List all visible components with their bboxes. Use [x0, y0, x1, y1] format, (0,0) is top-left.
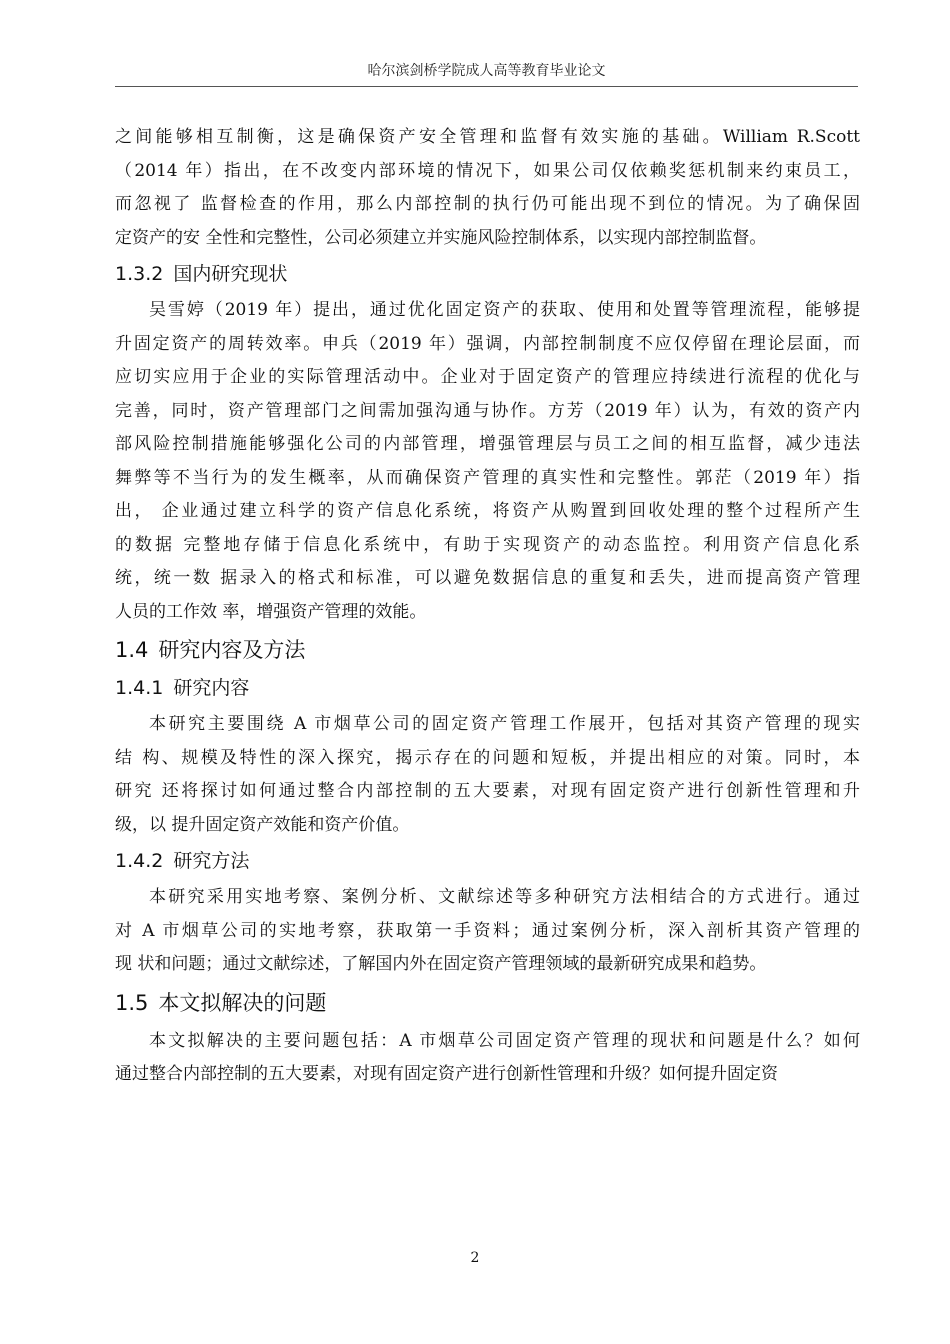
- paragraph-line: 之间能够相互制衡，这是确保资产安全管理和监督有效实施的基础。William R.Scott: [115, 127, 860, 147]
- paragraph-line: 应切实应用于企业的实际管理活动中。企业对于固定资产的管理应持续进行流程的优化与: [115, 367, 860, 387]
- paragraph-line: 本文拟解决的主要问题包括：A 市烟草公司固定资产管理的现状和问题是什么？如何: [149, 1030, 860, 1051]
- paragraph-line: 统，统一数 据录入的格式和标准，可以避免数据信息的重复和丢失，进而提高资产管理: [115, 568, 860, 588]
- heading-number: 1.4: [115, 638, 149, 662]
- heading-text: 研究内容及方法: [158, 638, 306, 662]
- subsection-heading: [115, 845, 860, 877]
- paragraph-line: 级，以 提升固定资产效能和资产价值。: [115, 814, 410, 835]
- paragraph-line: 现 状和问题；通过文献综述，了解国内外在固定资产管理领域的最新研究成果和趋势。: [115, 954, 767, 974]
- running-header: 哈尔滨剑桥学院成人高等教育毕业论文: [115, 60, 858, 87]
- heading-text: 研究内容: [173, 677, 250, 699]
- paragraph-line: 对 A 市烟草公司的实地考察，获取第一手资料；通过案例分析，深入剖析其资产管理的: [115, 920, 860, 941]
- page-number: 2: [470, 1250, 480, 1266]
- paragraph-line: 通过整合内部控制的五大要素，对现有固定资产进行创新性管理和升级？如何提升固定资: [115, 1064, 778, 1084]
- paragraph: [115, 881, 860, 982]
- paragraph-line: 本研究主要围绕 A 市烟草公司的固定资产管理工作展开，包括对其资产管理的现实: [149, 714, 860, 734]
- subsection-heading: [115, 258, 860, 290]
- heading-number: 1.4.1: [115, 677, 164, 699]
- paragraph-line: 完善，同时，资产管理部门之间需加强沟通与协作。方芳（2019 年）认为，有效的资产内: [115, 400, 860, 421]
- heading-text: 国内研究现状: [173, 263, 288, 285]
- heading-text: 研究方法: [173, 850, 250, 872]
- heading-number: 1.4.2: [115, 850, 164, 872]
- paragraph-line: 而忽视了 监督检查的作用，那么内部控制的执行仍可能出现不到位的情况。为了确保固: [115, 194, 860, 214]
- section-heading: [115, 633, 860, 667]
- paragraph-line: 的数据 完整地存储于信息化系统中，有助于实现资产的动态监控。利用资产信息化系: [115, 534, 860, 555]
- paragraph-line: （2014 年）指出，在不改变内部环境的情况下，如果公司仅依赖奖惩机制来约束员工，: [115, 160, 860, 181]
- paragraph-line: 本研究采用实地考察、案例分析、文献综述等多种研究方法相结合的方式进行。通过: [149, 887, 860, 907]
- subsection-heading: [115, 672, 860, 704]
- paragraph-line: 人员的工作效 率，增强资产管理的效能。: [115, 601, 427, 622]
- heading-text: 本文拟解决的问题: [158, 990, 327, 1015]
- heading-number: 1.5: [115, 990, 149, 1015]
- paragraph-line: 舞弊等不当行为的发生概率，从而确保资产管理的真实性和完整性。郭茫（2019 年）指: [115, 467, 860, 488]
- paragraph-line: 结 构、规模及特性的深入探究，揭示存在的问题和短板，并提出相应的对策。同时，本: [115, 747, 860, 768]
- paragraph: [115, 294, 860, 629]
- paragraph-line: 吴雪婷（2019 年）提出，通过优化固定资产的获取、使用和处置等管理流程，能够提: [149, 300, 860, 320]
- paragraph-line: 出， 企业通过建立科学的资产信息化系统，将资产从购置到回收处理的整个过程所产生: [115, 501, 860, 521]
- document-body: [115, 121, 860, 1092]
- paragraph: [115, 121, 860, 255]
- section-heading: [115, 986, 860, 1020]
- paragraph-line: 升固定资产的周转效率。申兵（2019 年）强调，内部控制制度不应仅停留在理论层面，而: [115, 333, 860, 354]
- paragraph-line: 研究 还将探讨如何通过整合内部控制的五大要素，对现有固定资产进行创新性管理和升: [115, 781, 860, 801]
- paragraph-line: 定资产的安 全性和完整性，公司必须建立并实施风险控制体系，以实现内部控制监督。: [115, 227, 767, 248]
- paragraph-line: 部风险控制措施能够强化公司的内部管理，增强管理层与员工之间的相互监督，减少违法: [115, 434, 860, 454]
- heading-number: 1.3.2: [115, 263, 164, 285]
- paragraph: [115, 1025, 860, 1092]
- paragraph: [115, 708, 860, 842]
